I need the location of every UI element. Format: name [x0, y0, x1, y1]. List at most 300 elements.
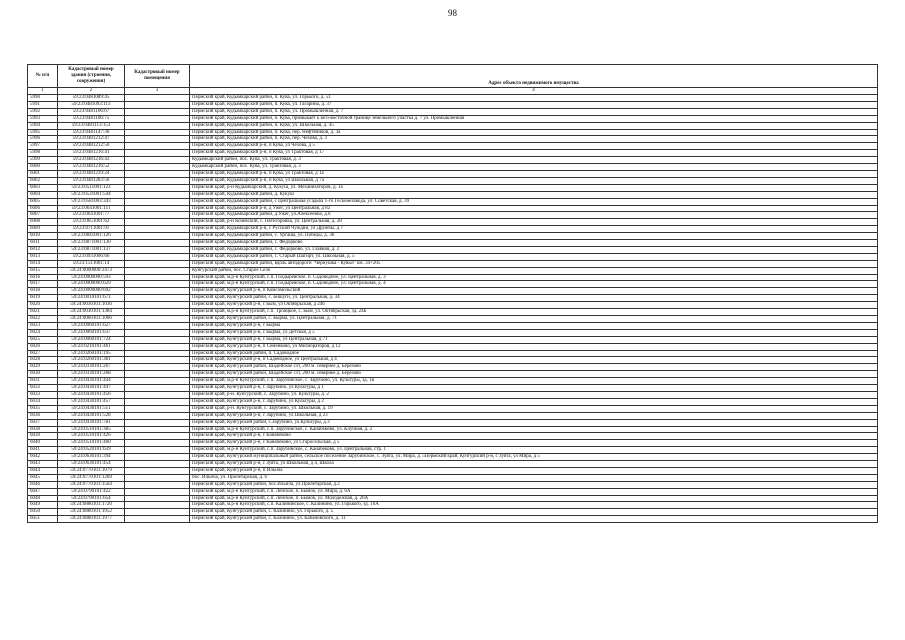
building-cadastral-cell: 59:23:0481106:75 [58, 115, 125, 122]
address-cell: пос. Ильича, ул. Пролетарская, д. 6 [190, 474, 878, 481]
row-number-cell: 6023 [28, 322, 58, 329]
address-cell: Пермский край, Кудымкарский р-н, п Кува, ул Школьная, д 7а [190, 177, 878, 184]
room-cadastral-cell [125, 205, 190, 212]
building-cadastral-cell: 59:24:0430101:444 [58, 378, 125, 385]
table-row [28, 364, 878, 371]
table-row [28, 177, 878, 184]
row-number-cell: 6046 [28, 481, 58, 488]
address-cell: Пермский край, Кунгурский р-н, с Бырма, ул Детская, д 5 [190, 329, 878, 336]
table-row [28, 302, 878, 309]
row-number-cell: 6008 [28, 219, 58, 226]
address-cell: Пермский край, Кудымкарский район, д.Ужег, ул.Алексеевна, д.6 [190, 212, 878, 219]
building-cadastral-cell: 59:24:0790101:654 [58, 495, 125, 502]
row-number-cell: 6031 [28, 378, 58, 385]
row-number-cell: 6014 [28, 260, 58, 267]
table-row [28, 233, 878, 240]
address-cell: Пермский край, р-н. Кунгурский, с. Зарубино, ул. Культуры, д. 2 [190, 391, 878, 398]
room-cadastral-cell [125, 398, 190, 405]
row-number-cell: 6045 [28, 474, 58, 481]
col-header-room-cadastral: Кадастровый номер помещения [125, 65, 190, 88]
building-cadastral-cell: 59:23:0841001:126 [58, 233, 125, 240]
building-cadastral-cell: 59:24:0000000:692 [58, 288, 125, 295]
address-cell: Пермский край, м.р-н Кунгурский, с.п. Зарубинское, с. Канабеково, ул. Центральная, стр. 1 [190, 447, 878, 454]
building-cadastral-cell: 59:24:0520101:639 [58, 447, 125, 454]
address-cell: Пермский край, Кудымкарский район, с. Ургаша, ул. Победы, д. 36 [190, 233, 878, 240]
room-cadastral-cell [125, 412, 190, 419]
row-number-cell: 6016 [28, 274, 58, 281]
room-cadastral-cell [125, 440, 190, 447]
table-row [28, 101, 878, 108]
building-cadastral-cell: 59:24:0260101:381 [58, 357, 125, 364]
room-cadastral-cell [125, 419, 190, 426]
room-cadastral-cell [125, 447, 190, 454]
row-number-cell: 6037 [28, 419, 58, 426]
table-row [28, 350, 878, 357]
room-cadastral-cell [125, 281, 190, 288]
row-number-cell: 6015 [28, 267, 58, 274]
row-number-cell: 6017 [28, 281, 58, 288]
room-cadastral-cell [125, 260, 190, 267]
row-number-cell: 6004 [28, 191, 58, 198]
address-cell: Пермский край, Кунгурский р-н, п Ильича [190, 467, 878, 474]
table-row [28, 170, 878, 177]
table-row [28, 150, 878, 157]
room-cadastral-cell [125, 177, 190, 184]
row-number-cell: 6043 [28, 461, 58, 468]
building-cadastral-cell: 59:24:0060101:1006 [58, 316, 125, 323]
table-row [28, 509, 878, 516]
room-cadastral-cell [125, 371, 190, 378]
room-cadastral-cell [125, 219, 190, 226]
address-cell: Пермский край, м.р-н Кунгурский, с.п. Зарубинское, с. Канабеково, ул. Клубная, д. 2 [190, 426, 878, 433]
row-number-cell: 6002 [28, 177, 58, 184]
row-number-cell: 5996 [28, 136, 58, 143]
building-cadastral-cell: 59:23:0511001:123 [58, 184, 125, 191]
building-cadastral-cell: 59:23:0481093:113 [58, 101, 125, 108]
room-cadastral-cell [125, 143, 190, 150]
room-cadastral-cell [125, 495, 190, 502]
building-cadastral-cell: 59:24:0000000:629 [58, 281, 125, 288]
table-row [28, 260, 878, 267]
row-number-cell: 6048 [28, 495, 58, 502]
col-number-1: 1 [28, 88, 58, 95]
row-number-cell: 6033 [28, 391, 58, 398]
building-cadastral-cell: 59:23:0531001:544 [58, 191, 125, 198]
address-cell: Пермский край, Кудымкарский район, с Центральная усадьба 1-го Госконезавода, ул. Советская, д. 39 [190, 198, 878, 205]
address-cell: Пермский край, м.р-н Кунгурский, с.п. Троицкое, с. Бым, ул. Октябрьская, зд. 24Б [190, 309, 878, 316]
col-number-2: 2 [58, 88, 125, 95]
table-row [28, 391, 878, 398]
table-row [28, 426, 878, 433]
building-cadastral-cell: 59:24:0770101:1079 [58, 467, 125, 474]
address-cell: Пермский край, Кудымкарский район, вдоль автодороги "Чернушка - Кувыз" км. 34+205 [190, 260, 878, 267]
building-cadastral-cell: 59:24:0790101:422 [58, 488, 125, 495]
room-cadastral-cell [125, 267, 190, 274]
table-row [28, 281, 878, 288]
table-row [28, 267, 878, 274]
building-cadastral-cell: 59:24:0430101:456 [58, 391, 125, 398]
building-cadastral-cell: 59:23:0481216:43 [58, 157, 125, 164]
building-cadastral-cell: 59:23:0481106:67 [58, 108, 125, 115]
room-cadastral-cell [125, 461, 190, 468]
table-row [28, 295, 878, 302]
table-row [28, 516, 878, 523]
room-cadastral-cell [125, 122, 190, 129]
building-cadastral-cell: 59:23:0931006:66 [58, 253, 125, 260]
table-row [28, 336, 878, 343]
address-cell: Пермский край, Кудымкарский район, п. Кува, ул. Горького, д. 51 [190, 95, 878, 102]
building-cadastral-cell: 59:24:0010101:671 [58, 295, 125, 302]
address-cell: Пермский край, Кудымкарский район, п. Кува, пер. Нефтяников, д. 3а [190, 129, 878, 136]
address-cell: Пермский край, Кудымкарский район, с. Федорково [190, 240, 878, 247]
row-number-cell: 6035 [28, 405, 58, 412]
address-cell: Пермский край, Кунгурский район, п. Садоводное [190, 350, 878, 357]
address-cell: Кудымкарский район, пос. Кува, ул. Трактовая, д. 3 [190, 157, 878, 164]
building-cadastral-cell: 59:24:0430101:528 [58, 412, 125, 419]
building-cadastral-cell: 59:24:0260101:195 [58, 350, 125, 357]
address-cell: Кунгурский район, пос. Старое Село [190, 267, 878, 274]
address-cell: Пермский край, Кудымкарский район, п. Кува, пер. Чехова, д. 3 [190, 136, 878, 143]
address-cell: Пермский край, р-н Кочевский, с. Пятигоровка, ул. Центральная, д. 28 [190, 219, 878, 226]
address-cell: Пермский край, м.р-н Кунгурский, с.п. Ленское, п. Бымок, ул. Молодежная, д. 26А [190, 495, 878, 502]
address-cell: Пермский край, м.р-н Кунгурский, с.п. Ленское, п. Бымок, ул. Мира, д. 6А [190, 488, 878, 495]
row-number-cell: 6006 [28, 205, 58, 212]
row-number-cell: 6022 [28, 316, 58, 323]
room-cadastral-cell [125, 329, 190, 336]
table-row [28, 316, 878, 323]
address-cell: Пермский край, м.р-н Кунгурский, с.п. Голдыревское, п. Садоводное, ул. Центральная, д. 3 [190, 274, 878, 281]
table-row [28, 198, 878, 205]
table-row [28, 343, 878, 350]
building-cadastral-cell: 59:23:0481212:47 [58, 136, 125, 143]
row-number-cell: 6019 [28, 295, 58, 302]
address-cell: Пермский край, Кунгурский р-н, с Канабеково [190, 433, 878, 440]
address-cell: Пермский край, Кунгурский район, Шадейское с/п, 200 м. севернее д. Березово [190, 364, 878, 371]
row-number-cell: 6018 [28, 288, 58, 295]
table-row [28, 474, 878, 481]
row-number-cell: 5992 [28, 108, 58, 115]
address-cell: Пермский край, Кунгурский район, с.Зарубино, ул.Культуры, д.3 [190, 419, 878, 426]
address-cell: Пермский край, Кудымкарский район, с. Федорково, ул. Главная, д. 2 [190, 246, 878, 253]
address-cell: Пермский край, Кунгурский муниципальный район, сельское поселение Зарубинское, с. Зуята, ул. Мира, д. 5Пермский край, Кунгурский р-н, с Зуята, ул Мира, д 5 [190, 454, 878, 461]
address-cell: Пермский край, Кунгурский район, Шадейское с/п, 200 м. севернее д. Березово [190, 371, 878, 378]
row-number-cell: 6026 [28, 343, 58, 350]
table-row [28, 288, 878, 295]
room-cadastral-cell [125, 433, 190, 440]
room-cadastral-cell [125, 253, 190, 260]
table-row [28, 108, 878, 115]
building-cadastral-cell: 59:23:0481147:30 [58, 129, 125, 136]
building-cadastral-cell: 59:24:0510101:460 [58, 440, 125, 447]
address-cell: Пермский край, Кудымкарский р-н, п Кува, ул Чехова, д 5 [190, 143, 878, 150]
building-cadastral-cell: 59:24:0000000:2473 [58, 267, 125, 274]
room-cadastral-cell [125, 295, 190, 302]
building-cadastral-cell: 59:24:0770101:1269 [58, 474, 125, 481]
row-number-cell: 6025 [28, 336, 58, 343]
row-number-cell: 5999 [28, 157, 58, 164]
room-cadastral-cell [125, 516, 190, 523]
room-cadastral-cell [125, 391, 190, 398]
table-row [28, 129, 878, 136]
building-cadastral-cell: 59:24:0510101:426 [58, 433, 125, 440]
row-number-cell: 6013 [28, 253, 58, 260]
table-body [28, 95, 878, 523]
building-cadastral-cell: 59:23:0481113:153 [58, 122, 125, 129]
address-cell: Пермский край, р-н. Кунгурский, с. Зарубино, ул. Школьная, д. 19 [190, 405, 878, 412]
room-cadastral-cell [125, 405, 190, 412]
property-register-table [27, 64, 878, 523]
address-cell: Пермский край, Кунгурский р-н, с Бырма, ул Центральная, д 71 [190, 336, 878, 343]
room-cadastral-cell [125, 212, 190, 219]
building-cadastral-cell: 59:24:0770101:1564 [58, 481, 125, 488]
address-cell: Пермский край, Кунгурский р-н, п Комсомольский [190, 288, 878, 295]
table-row [28, 467, 878, 474]
row-number-cell: 5991 [28, 101, 58, 108]
room-cadastral-cell [125, 322, 190, 329]
table-row [28, 502, 878, 509]
room-cadastral-cell [125, 467, 190, 474]
room-cadastral-cell [125, 481, 190, 488]
room-cadastral-cell [125, 309, 190, 316]
room-cadastral-cell [125, 302, 190, 309]
table-row [28, 495, 878, 502]
building-cadastral-cell: 59:23:0481089:45 [58, 95, 125, 102]
table-row [28, 246, 878, 253]
room-cadastral-cell [125, 101, 190, 108]
building-cadastral-cell: 59:24:0430101:511 [58, 405, 125, 412]
col-number-4: 4 [190, 88, 878, 95]
room-cadastral-cell [125, 191, 190, 198]
address-cell: Пермский край, Кудымкарский р-н, п Кува, ул Трактовая, д 17 [190, 150, 878, 157]
address-cell: Пермский край, Кунгурский р-н, с Канабеково, ул Старосельская, д 5 [190, 440, 878, 447]
address-cell: Пермский край, Кунгурский р-н, с Зуята, ул Школьная, д 4, Школа [190, 461, 878, 468]
room-cadastral-cell [125, 157, 190, 164]
room-cadastral-cell [125, 509, 190, 516]
row-number-cell: 5997 [28, 143, 58, 150]
row-number-cell: 6029 [28, 364, 58, 371]
building-cadastral-cell: 59:23:0481212:50 [58, 143, 125, 150]
building-cadastral-cell: 59:24:0210101:461 [58, 343, 125, 350]
address-cell: Пермский край, Кунгурский р-н, с Зарубино, ул Школьная, д 23 [190, 412, 878, 419]
address-cell: Пермский край, Кудымкарский район, п. Кува, ул. Школьная, д. 45 [190, 122, 878, 129]
building-cadastral-cell: 59:24:0630101:394 [58, 454, 125, 461]
address-cell: Пермский край, Кудымкарский район, д. Кукуш [190, 191, 878, 198]
room-cadastral-cell [125, 95, 190, 102]
building-cadastral-cell: 59:23:0481216:41 [58, 150, 125, 157]
building-cadastral-cell: 59:23:0871001:130 [58, 240, 125, 247]
building-cadastral-cell: 59:24:0880101:1952 [58, 509, 125, 516]
building-cadastral-cell: 59:23:0481239:24 [58, 170, 125, 177]
table-row [28, 164, 878, 171]
building-cadastral-cell: 59:23:0641001:111 [58, 205, 125, 212]
address-cell: Пермский край, м.р-н Кунгурский, с.п. Зарубинское, с. Зарубино, ул. Культуры, зд. 1в [190, 378, 878, 385]
row-number-cell: 5990 [28, 95, 58, 102]
table-row [28, 433, 878, 440]
table-row [28, 419, 878, 426]
table-row [28, 157, 878, 164]
row-number-cell: 6049 [28, 502, 58, 509]
address-cell: Пермский край, Кунгурский р-н, с Бырма [190, 322, 878, 329]
table-row [28, 226, 878, 233]
table-header-row [28, 65, 878, 88]
building-cadastral-cell: 59:24:0000000:593 [58, 274, 125, 281]
address-cell: Пермский край, м.р-н Кунгурский, с.п. Голдыревское, п. Садоводное, ул. Центральная, д. 4 [190, 281, 878, 288]
building-cadastral-cell: 59:24:0030101:1384 [58, 309, 125, 316]
address-cell: Пермский край, Кудымкарский район, п. Кува, ул. Промышленная, д. 7 [190, 108, 878, 115]
table-row [28, 219, 878, 226]
table-row [28, 253, 878, 260]
building-cadastral-cell: 59:24:0880101:1977 [58, 516, 125, 523]
room-cadastral-cell [125, 164, 190, 171]
address-cell: Пермский край, Кудымкарский район, п. Кува, примыкает к юго-восточной границе земельного участка д. 7 ул. Промышленная [190, 115, 878, 122]
row-number-cell: 6005 [28, 198, 58, 205]
row-number-cell: 5993 [28, 115, 58, 122]
address-cell: Пермский край, м.р-н Кунгурский, с.п. Калининское, с. Калинино, ул. Горького, зд. 10А [190, 502, 878, 509]
table-row [28, 357, 878, 364]
row-number-cell: 5995 [28, 129, 58, 136]
building-cadastral-cell: 59:24:0430101:457 [58, 398, 125, 405]
row-number-cell: 6009 [28, 226, 58, 233]
building-cadastral-cell: 59:23:0641001:77 [58, 212, 125, 219]
room-cadastral-cell [125, 357, 190, 364]
row-number-cell: 6021 [28, 309, 58, 316]
room-cadastral-cell [125, 378, 190, 385]
table-row [28, 329, 878, 336]
table-row [28, 412, 878, 419]
room-cadastral-cell [125, 233, 190, 240]
address-cell: Пермский край, Кунгурский р-н, п Семенково, ул Мелиораторов, д 12 [190, 343, 878, 350]
building-cadastral-cell: 59:24:0330101:267 [58, 364, 125, 371]
building-cadastral-cell: 59:24:0510101:385 [58, 426, 125, 433]
page-number: 98 [448, 8, 457, 18]
table-row [28, 481, 878, 488]
row-number-cell: 6011 [28, 240, 58, 247]
room-cadastral-cell [125, 184, 190, 191]
table-row [28, 440, 878, 447]
room-cadastral-cell [125, 488, 190, 495]
row-number-cell: 6051 [28, 516, 58, 523]
room-cadastral-cell [125, 385, 190, 392]
building-cadastral-cell: 59:24:0330101:268 [58, 371, 125, 378]
room-cadastral-cell [125, 246, 190, 253]
col-header-address: Адрес объекта недвижимого имущества [190, 65, 878, 88]
address-cell: Пермский край, Кудымкарский район, с. Старый Шагирт, ул. Школьная, д. 5 [190, 253, 878, 260]
building-cadastral-cell: 59:24:0430101:447 [58, 385, 125, 392]
table-row [28, 371, 878, 378]
table-row [28, 488, 878, 495]
building-cadastral-cell: 59:23:0711001:91 [58, 226, 125, 233]
table-row [28, 398, 878, 405]
table-row [28, 143, 878, 150]
address-cell: Пермский край, Кунгурский район, с. Калинино, ул. Кабановского, д. 11 [190, 516, 878, 523]
address-cell: Кудымкарский район, пос. Кува, ул. Трактовая, д. 3 [190, 164, 878, 171]
address-cell: Пермский край, Кунгурский р-н, с Зарубино, ул Культуры, д 1 [190, 385, 878, 392]
row-number-cell: 6050 [28, 509, 58, 516]
row-number-cell: 6036 [28, 412, 58, 419]
row-number-cell: 6044 [28, 467, 58, 474]
row-number-cell: 6047 [28, 488, 58, 495]
table-row [28, 95, 878, 102]
table-row [28, 115, 878, 122]
room-cadastral-cell [125, 288, 190, 295]
address-cell: Пермский край, Кудымкарский р-н, д Ужег, ул Центральная, д 82 [190, 205, 878, 212]
row-number-cell: 6028 [28, 357, 58, 364]
room-cadastral-cell [125, 115, 190, 122]
col-header-number: № п/п [28, 65, 58, 88]
room-cadastral-cell [125, 316, 190, 323]
row-number-cell: 6034 [28, 398, 58, 405]
table-row [28, 378, 878, 385]
building-cadastral-cell: 59:24:0630101:454 [58, 461, 125, 468]
room-cadastral-cell [125, 502, 190, 509]
building-cadastral-cell: 59:23:0651001:62 [58, 219, 125, 226]
table-row [28, 212, 878, 219]
room-cadastral-cell [125, 240, 190, 247]
row-number-cell: 6041 [28, 447, 58, 454]
col-header-building-cadastral: Кадастровый номер здания (строения, сооружения) [58, 65, 125, 88]
table-row [28, 205, 878, 212]
room-cadastral-cell [125, 198, 190, 205]
row-number-cell: 6001 [28, 170, 58, 177]
building-cadastral-cell: 59:24:0880101:1720 [58, 502, 125, 509]
column-number-row [28, 88, 878, 95]
address-cell: Пермский край, Кунгурский р-н, с Зарубино, ул Культуры, д 2 [190, 398, 878, 405]
address-cell: Пермский край, Кунгурский р-н, с Бым, ул Октябрьская, д 24б [190, 302, 878, 309]
table-row [28, 405, 878, 412]
room-cadastral-cell [125, 343, 190, 350]
room-cadastral-cell [125, 170, 190, 177]
row-number-cell: 6007 [28, 212, 58, 219]
building-cadastral-cell: 59:24:0430101:781 [58, 419, 125, 426]
room-cadastral-cell [125, 136, 190, 143]
table-row [28, 191, 878, 198]
address-cell: Пермский край, Кунгурский район, с. Бишуги, ул. Центральная, д. 34 [190, 295, 878, 302]
address-cell: Пермский край, Кудымкарский р-н, п Кува, ул Трактовая, д 1а [190, 170, 878, 177]
table-row [28, 184, 878, 191]
room-cadastral-cell [125, 274, 190, 281]
room-cadastral-cell [125, 350, 190, 357]
building-cadastral-cell: 59:23:0581003:343 [58, 198, 125, 205]
room-cadastral-cell [125, 150, 190, 157]
table-row [28, 454, 878, 461]
table-row [28, 240, 878, 247]
building-cadastral-cell: 59:24:0060101:724 [58, 336, 125, 343]
address-cell: Пермский край, р-н Кудымкарский, д. Кукуш, ул. Механизаторов, д. 1а [190, 184, 878, 191]
col-number-3: 3 [125, 88, 190, 95]
address-cell: Пермский край, Кунгурский район, с. Калинино, ул. Горького, д. 5 [190, 509, 878, 516]
building-cadastral-cell: 59:23:1511001:14 [58, 260, 125, 267]
table-row [28, 385, 878, 392]
address-cell: Пермский край, Кунгурский район, с. Бырма, ул. Центральная, д. 71 [190, 316, 878, 323]
row-number-cell: 5998 [28, 150, 58, 157]
room-cadastral-cell [125, 226, 190, 233]
room-cadastral-cell [125, 364, 190, 371]
room-cadastral-cell [125, 108, 190, 115]
table-row [28, 309, 878, 316]
table-row [28, 461, 878, 468]
building-cadastral-cell: 59:23:0871001:137 [58, 246, 125, 253]
row-number-cell: 6032 [28, 385, 58, 392]
address-cell: Пермский край, Кунгурский р-н, п Садоводное, ул Центральная, д 4 [190, 357, 878, 364]
table-row [28, 122, 878, 129]
row-number-cell: 6040 [28, 440, 58, 447]
table-row [28, 322, 878, 329]
row-number-cell: 6027 [28, 350, 58, 357]
address-cell: Пермский край, Кунгурский район, пос.Ильича, ул.Пролетарская, д.2 [190, 481, 878, 488]
row-number-cell: 6030 [28, 371, 58, 378]
room-cadastral-cell [125, 426, 190, 433]
row-number-cell: 6042 [28, 454, 58, 461]
